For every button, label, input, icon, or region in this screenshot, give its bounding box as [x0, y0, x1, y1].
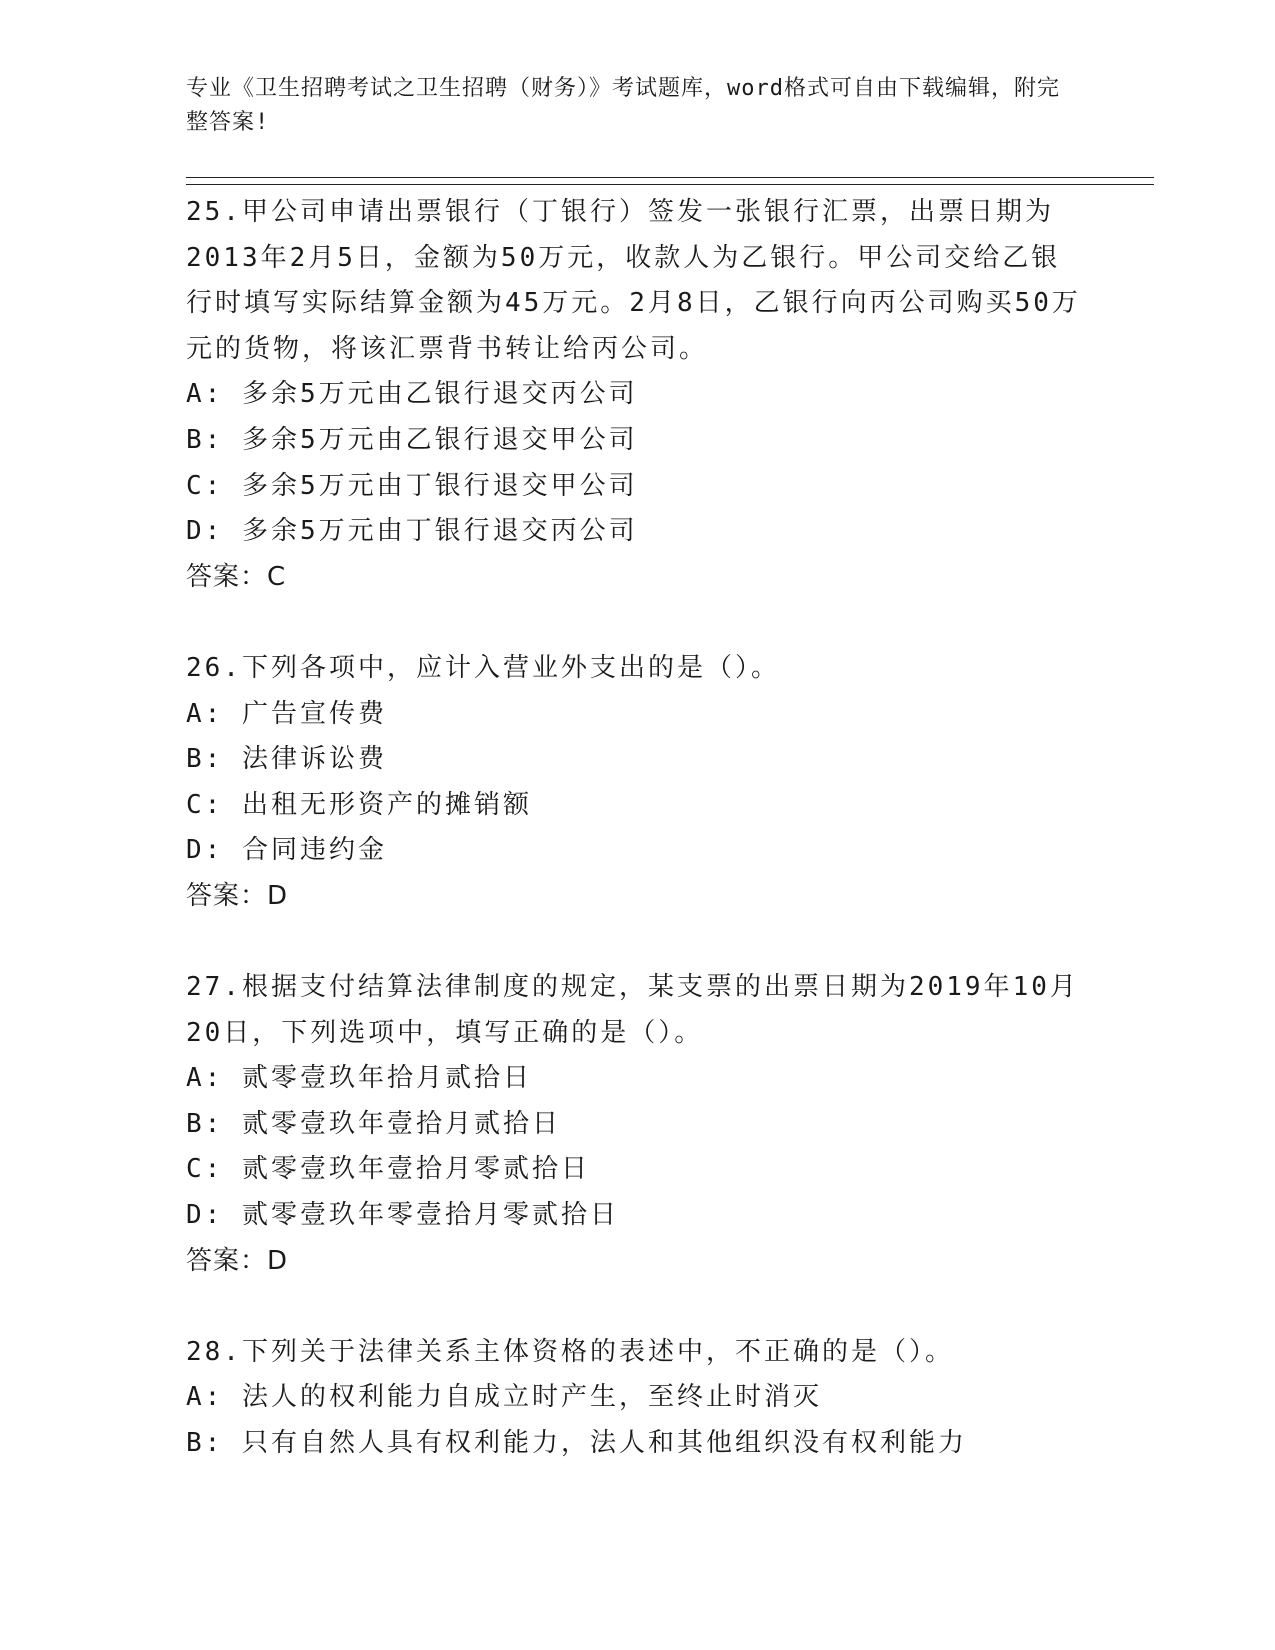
question-stem: 26.下列各项中，应计入营业外支出的是（）。 [186, 652, 780, 683]
option-c: C: 多余5万元由丁银行退交甲公司 [186, 470, 638, 501]
answer-line: 答案：D [186, 1245, 289, 1276]
option-d: D: 贰零壹玖年零壹拾月零贰拾日 [186, 1200, 619, 1231]
question-stem: 25.甲公司申请出票银行（丁银行）签发一张银行汇票，出票日期为2013年2月5日，金额为50万元，收款人为乙银行。甲公司交给乙银行时填写实际结算金额为45万元。2月8日，乙银行向丙公司购买50万元的货物，将该汇票背书转让给丙公司。 [186, 197, 1081, 364]
document-header: 专业《卫生招聘考试之卫生招聘（财务）》考试题库，word格式可自由下载编辑，附完整答案! [186, 76, 1060, 135]
question-stem: 28.下列关于法律关系主体资格的表述中，不正确的是（）。 [186, 1336, 954, 1367]
option-b: B: 多余5万元由乙银行退交甲公司 [186, 424, 638, 455]
question-stem: 27.根据支付结算法律制度的规定，某支票的出票日期为2019年10月20日，下列选项中，填写正确的是（）。 [186, 972, 1079, 1048]
header-divider-top [186, 177, 1154, 178]
option-a: A: 广告宣传费 [186, 698, 387, 729]
question-25 [186, 190, 1086, 600]
option-d: D: 多余5万元由丁银行退交丙公司 [186, 516, 638, 547]
question-26 [186, 646, 1086, 920]
option-c: C: 出租无形资产的摊销额 [186, 789, 532, 820]
option-b: B: 贰零壹玖年壹拾月贰拾日 [186, 1108, 561, 1139]
question-spacer [186, 600, 1086, 646]
option-c: C: 贰零壹玖年壹拾月零贰拾日 [186, 1154, 590, 1185]
answer-line: 答案：C [186, 561, 287, 592]
option-d: D: 合同违约金 [186, 835, 387, 866]
option-b: B: 法律诉讼费 [186, 744, 387, 775]
option-a: A: 贰零壹玖年拾月贰拾日 [186, 1063, 532, 1094]
question-27 [186, 965, 1086, 1284]
answer-line: 答案：D [186, 880, 289, 911]
question-list [186, 190, 1086, 1467]
question-28 [186, 1330, 1086, 1467]
option-b: B: 只有自然人具有权利能力，法人和其他组织没有权利能力 [186, 1428, 967, 1459]
header-divider-bottom [186, 184, 1154, 185]
question-spacer [186, 920, 1086, 966]
question-spacer [186, 1284, 1086, 1330]
option-a: A: 法人的权利能力自成立时产生，至终止时消灭 [186, 1382, 822, 1413]
option-a: A: 多余5万元由乙银行退交丙公司 [186, 379, 638, 410]
